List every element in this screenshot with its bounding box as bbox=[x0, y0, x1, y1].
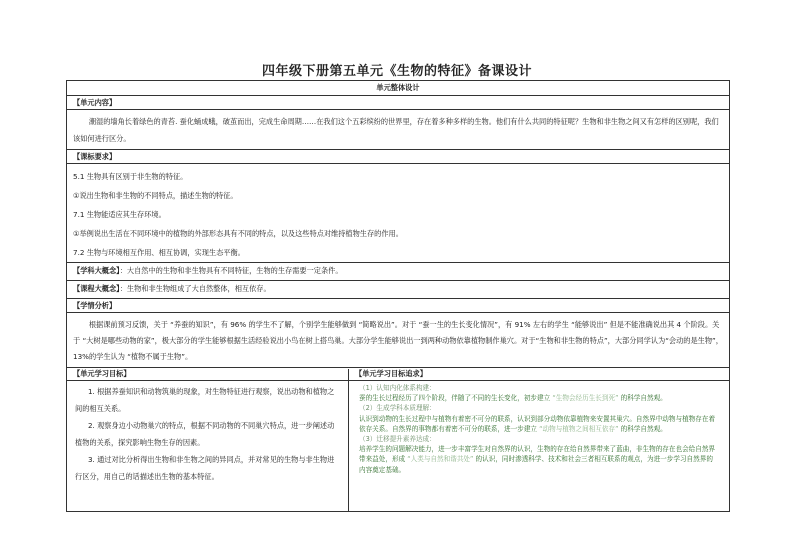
standard-line: ①举例说出生活在不同环境中的植物的外部形态具有不同的特点，以及这些特点对维持植物生存的作用。 bbox=[73, 229, 403, 238]
divider bbox=[67, 312, 729, 313]
goals-pursuit-list bbox=[349, 381, 729, 477]
goal-item: 3. 通过对比分析得出生物和非生物之间的异同点，并对常见的生物与非生物进行区分，用自己的话描述出生物的基本特征。 bbox=[75, 455, 335, 481]
analysis-text: 根据课前预习反馈，关于 “养蚕的知识”，有 96% 的学生不了解，个别学生能够做到 “简略说出”。对于 “蚕一生的生长变化情况”，有 91% 左右的学生 “能够说出” 但是不能准确说出其 4 个阶段。关于 “大树是哪些动物的家”，极大部分的学生能够根据生活经验说出小鸟在树上搭鸟巢。大部分学生能够说出一到两种动物依靠植物制作巢穴。对于“生物和非生物的特点”，大部分同学认为“会动的是生物”，13%的学生认为 “植物不属于生物”。 bbox=[73, 320, 723, 361]
pursuit-title: （3）迁移提升素养达成： bbox=[359, 435, 436, 444]
big-concept-label: 【学科大概念】 bbox=[73, 266, 120, 275]
standards-header: 【课标要求】 bbox=[73, 152, 117, 161]
divider bbox=[67, 149, 729, 150]
unit-content-text: 潮湿的墙角长着绿色的青苔. 蚕化蛹成蛾，破茧而出，完成生命周期……在我们这个五彩缤纷的世界里，存在着多种多样的生物。他们有什么共同的特征呢？生物和非生物之间又有怎样的区别呢，我们该如何进行区分。 bbox=[73, 117, 719, 143]
divider bbox=[67, 109, 729, 110]
pursuit-body bbox=[359, 414, 719, 434]
big-concept-text: ：大自然中的生物和非生物具有不同特征，生物的生存需要一定条件。 bbox=[119, 266, 343, 275]
divider bbox=[67, 298, 729, 299]
unit-content-header: 【单元内容】 bbox=[73, 98, 117, 107]
pursuit-text: 认识到动物的生长过程中与植物有着密不可分的联系，认识到部分动物依靠植物来安置其巢穴。自然界中动物与植物存在着依存关系。自然界的事物都有着密不可分的联系，进一步建立 bbox=[359, 414, 716, 433]
pursuit-text: 蚕的生长过程经历了四个阶段，伴随了不同的生长变化，初步建立 bbox=[359, 394, 553, 403]
divider bbox=[67, 95, 729, 96]
pursuit-body bbox=[359, 393, 719, 403]
pursuit-text: 培养学生的问题解决能力，进一步丰富学生对自然界的认识，生物的存在给自然界带来了蓝曲，非生物的存在也会给自然界带来益处，形成 bbox=[359, 445, 716, 464]
pursuit-highlight: “动物与植物之间相互依存” bbox=[539, 424, 619, 433]
goals-list bbox=[67, 381, 348, 487]
goal-item: 2. 观察身边小动物巢穴的特点，根据不同动物的不同巢穴特点，进一步阐述动植物的关系，探究影响生物生存的因素。 bbox=[75, 421, 335, 447]
standard-line: ①说出生物和非生物的不同特点，描述生物的特征。 bbox=[73, 191, 238, 200]
goal-item: 1. 根据养蚕知识和动物筑巢的现象，对生物特征进行观察，说出动物和植物之间的相互关系。 bbox=[75, 387, 335, 413]
pursuit-highlight: “人类与自然和谐共处” bbox=[407, 455, 474, 464]
standard-line: 7.1 生物能适应其生存环境。 bbox=[73, 210, 166, 219]
section-title: 单元整体设计 bbox=[376, 83, 420, 92]
pursuit-tail: 的科学自然观。 bbox=[618, 394, 667, 403]
goals-header: 【单元学习目标】 bbox=[73, 369, 131, 378]
big-concept bbox=[67, 262, 729, 280]
unit-concept-label: 【课程大概念】 bbox=[73, 284, 120, 293]
pursuit-title: （2）生成学科本质理解： bbox=[359, 404, 436, 413]
unit-concept bbox=[67, 280, 729, 298]
document-title: 四年级下册第五单元《生物的特征》备课设计 bbox=[261, 64, 532, 79]
standard-line: 7.2 生物与环境相互作用、相互协调，实现生态平衡。 bbox=[73, 248, 245, 257]
divider bbox=[67, 163, 729, 164]
analysis-header: 【学情分析】 bbox=[73, 301, 117, 310]
standard-line: 5.1 生物具有区别于非生物的特征。 bbox=[73, 172, 188, 181]
pursuit-title: （1）认知内化体系构建： bbox=[359, 384, 436, 392]
goals-header-row bbox=[67, 368, 729, 380]
design-table bbox=[66, 80, 730, 512]
pursuit-tail: 的认识，同时渗透科学、技术和社会三者相互联系的观点，为进一步学习自然界的内容奠定基础。 bbox=[359, 455, 713, 474]
standards-list bbox=[67, 167, 729, 262]
pursuit-highlight: “生物会经历生长到死” bbox=[552, 394, 619, 403]
pursuit-tail: 的科学自然观。 bbox=[618, 424, 667, 433]
unit-concept-text: ：生物和非生物组成了大自然整体，相互依存。 bbox=[119, 284, 271, 293]
pursuit-body bbox=[359, 444, 719, 475]
goals-pursuit-header: 【单元学习目标追求】 bbox=[355, 369, 427, 378]
